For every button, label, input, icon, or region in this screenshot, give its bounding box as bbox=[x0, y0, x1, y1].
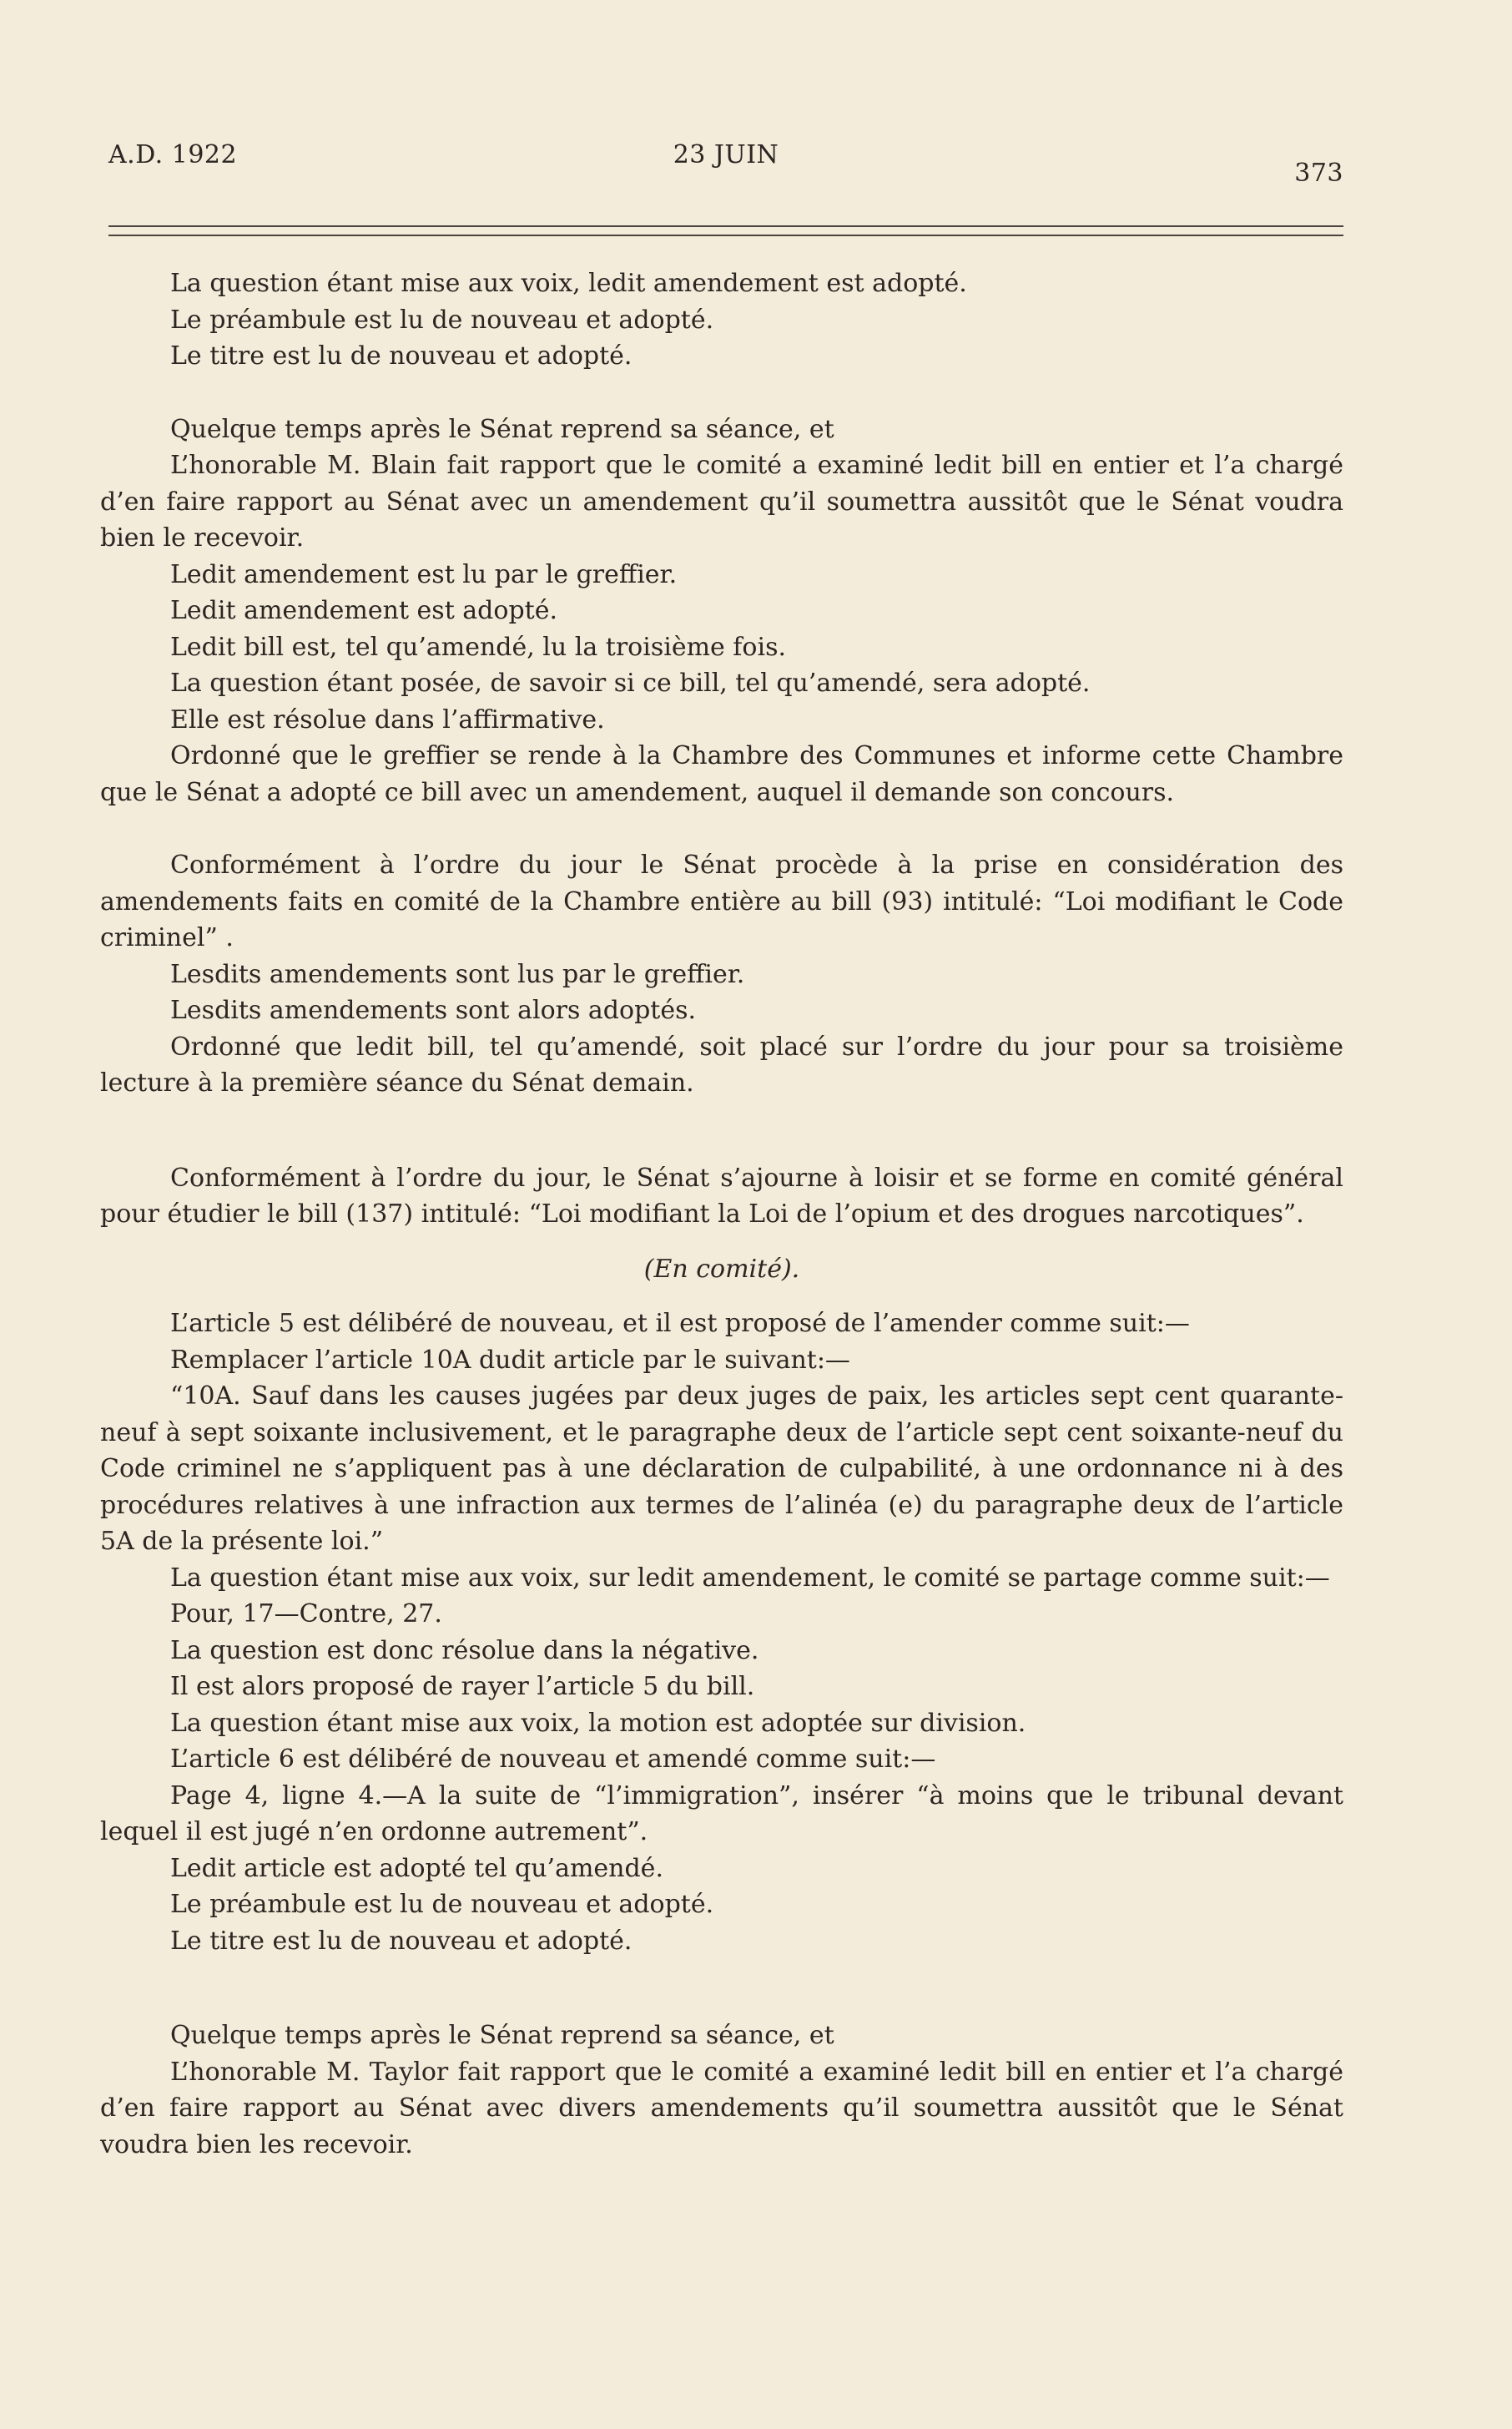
paragraph: Quelque temps après le Sénat reprend sa séance, et bbox=[170, 2021, 834, 2050]
paragraph: Quelque temps après le Sénat reprend sa séance, et bbox=[170, 414, 834, 444]
paragraph: La question est donc résolue dans la négative. bbox=[170, 1635, 759, 1665]
section-gap bbox=[100, 1959, 1343, 2017]
paragraph: Ledit article est adopté tel qu’amendé. bbox=[170, 1853, 663, 1883]
paragraph: Le préambule est lu de nouveau et adopté. bbox=[170, 305, 714, 335]
paragraph: Conformément à l’ordre du jour, le Sénat s’ajourne à loisir et se forme en comité général pour étudier le bill (137) intitulé: “Loi modifiant la Loi de l’opium et des drogues narcotiques”. bbox=[100, 1163, 1343, 1229]
paragraph: Ordonné que ledit bill, tel qu’amendé, soit placé sur l’ordre du jour pour sa troisième lecture à la première séance du Sénat demain. bbox=[100, 1032, 1343, 1098]
paragraph: L’honorable M. Taylor fait rapport que le comité a examiné ledit bill en entier et l’a chargé d’en faire rapport au Sénat avec divers amendements qu’il soumettra aussitôt que le Sénat voudra bien les recevoir. bbox=[100, 2057, 1343, 2159]
paragraph: Page 4, ligne 4.—A la suite de “l’immigration”, insérer “à moins que le tribunal devant lequel il est jugé n’en ordonne autrement”. bbox=[100, 1780, 1343, 1846]
header-rule-bottom bbox=[108, 235, 1343, 236]
section-gap bbox=[100, 1233, 1343, 1251]
paragraph: Ledit amendement est lu par le greffier. bbox=[170, 559, 678, 589]
paragraph: Conformément à l’ordre du jour le Sénat procède à la prise en considération des amendements faits en comité de la Chambre entière au bill (93) intitulé: “Loi modifiant le Code criminel” . bbox=[100, 851, 1343, 952]
paragraph: Elle est résolue dans l’affirmative. bbox=[170, 704, 605, 735]
paragraph: Ordonné que le greffier se rende à la Chambre des Communes et informe cette Chambre que le Sénat a adopté ce bill avec un amendement, auquel il demande son concours. bbox=[100, 741, 1343, 807]
paragraph: Il est alors proposé de rayer l’article 5 du bill. bbox=[170, 1672, 755, 1701]
paragraph: L’honorable M. Blain fait rapport que le comité a examiné ledit bill en entier et l’a chargé d’en faire rapport au Sénat avec un amendement qu’il soumettra aussitôt que le Sénat voudra bien le recevoir. bbox=[100, 451, 1343, 553]
section-gap bbox=[100, 1287, 1343, 1305]
paragraph: Pour, 17—Contre, 27. bbox=[170, 1599, 442, 1629]
paragraph: Le titre est lu de nouveau et adopté. bbox=[170, 1926, 633, 1956]
section-gap bbox=[100, 1102, 1343, 1160]
page-header bbox=[108, 140, 1343, 190]
paragraph: La question étant mise aux voix, ledit amendement est adopté. bbox=[170, 269, 967, 298]
paragraph: La question étant mise aux voix, sur ledit amendement, le comité se partage comme suit:— bbox=[170, 1563, 1330, 1593]
header-date: 23 JUIN bbox=[673, 140, 779, 169]
paragraph: Lesdits amendements sont alors adoptés. bbox=[170, 996, 697, 1025]
paragraph: Le préambule est lu de nouveau et adopté. bbox=[170, 1890, 714, 1919]
paragraph: Ledit amendement est adopté. bbox=[170, 596, 557, 625]
header-rule-top bbox=[108, 225, 1343, 227]
page-number: 373 bbox=[1294, 159, 1343, 188]
section-gap bbox=[100, 811, 1343, 847]
paragraph: Ledit bill est, tel qu’amendé, lu la troisième fois. bbox=[170, 632, 787, 662]
paragraph: L’article 5 est délibéré de nouveau, et il est proposé de l’amender comme suit:— bbox=[170, 1309, 1190, 1338]
paragraph: Lesdits amendements sont lus par le greffier. bbox=[170, 959, 745, 989]
section-gap bbox=[100, 375, 1343, 412]
paragraph: Le titre est lu de nouveau et adopté. bbox=[170, 341, 633, 371]
paragraph: L’article 6 est délibéré de nouveau et amendé comme suit:— bbox=[170, 1745, 936, 1774]
paragraph: “10A. Sauf dans les causes jugées par deux juges de paix, les articles sept cent quarante-neuf à sept soixante inclusivement, et le paragraphe deux de l’article sept cent soixante-neuf du Code criminel ne s’appliquent pas à une déclaration de culpabilité, à une ordonnance ni à des procédures relatives à une infraction aux termes de l’alinéa (e) du paragraphe deux de l’article 5A de la présente loi.” bbox=[100, 1381, 1343, 1556]
paragraph: Remplacer l’article 10A dudit article par le suivant:— bbox=[170, 1345, 850, 1375]
in-committee-heading: (En comité). bbox=[643, 1254, 800, 1284]
header-year: A.D. 1922 bbox=[108, 140, 238, 169]
paragraph: La question étant posée, de savoir si ce bill, tel qu’amendé, sera adopté. bbox=[170, 669, 1091, 698]
page-body bbox=[100, 265, 1343, 2163]
paragraph: La question étant mise aux voix, la motion est adoptée sur division. bbox=[170, 1708, 1026, 1738]
